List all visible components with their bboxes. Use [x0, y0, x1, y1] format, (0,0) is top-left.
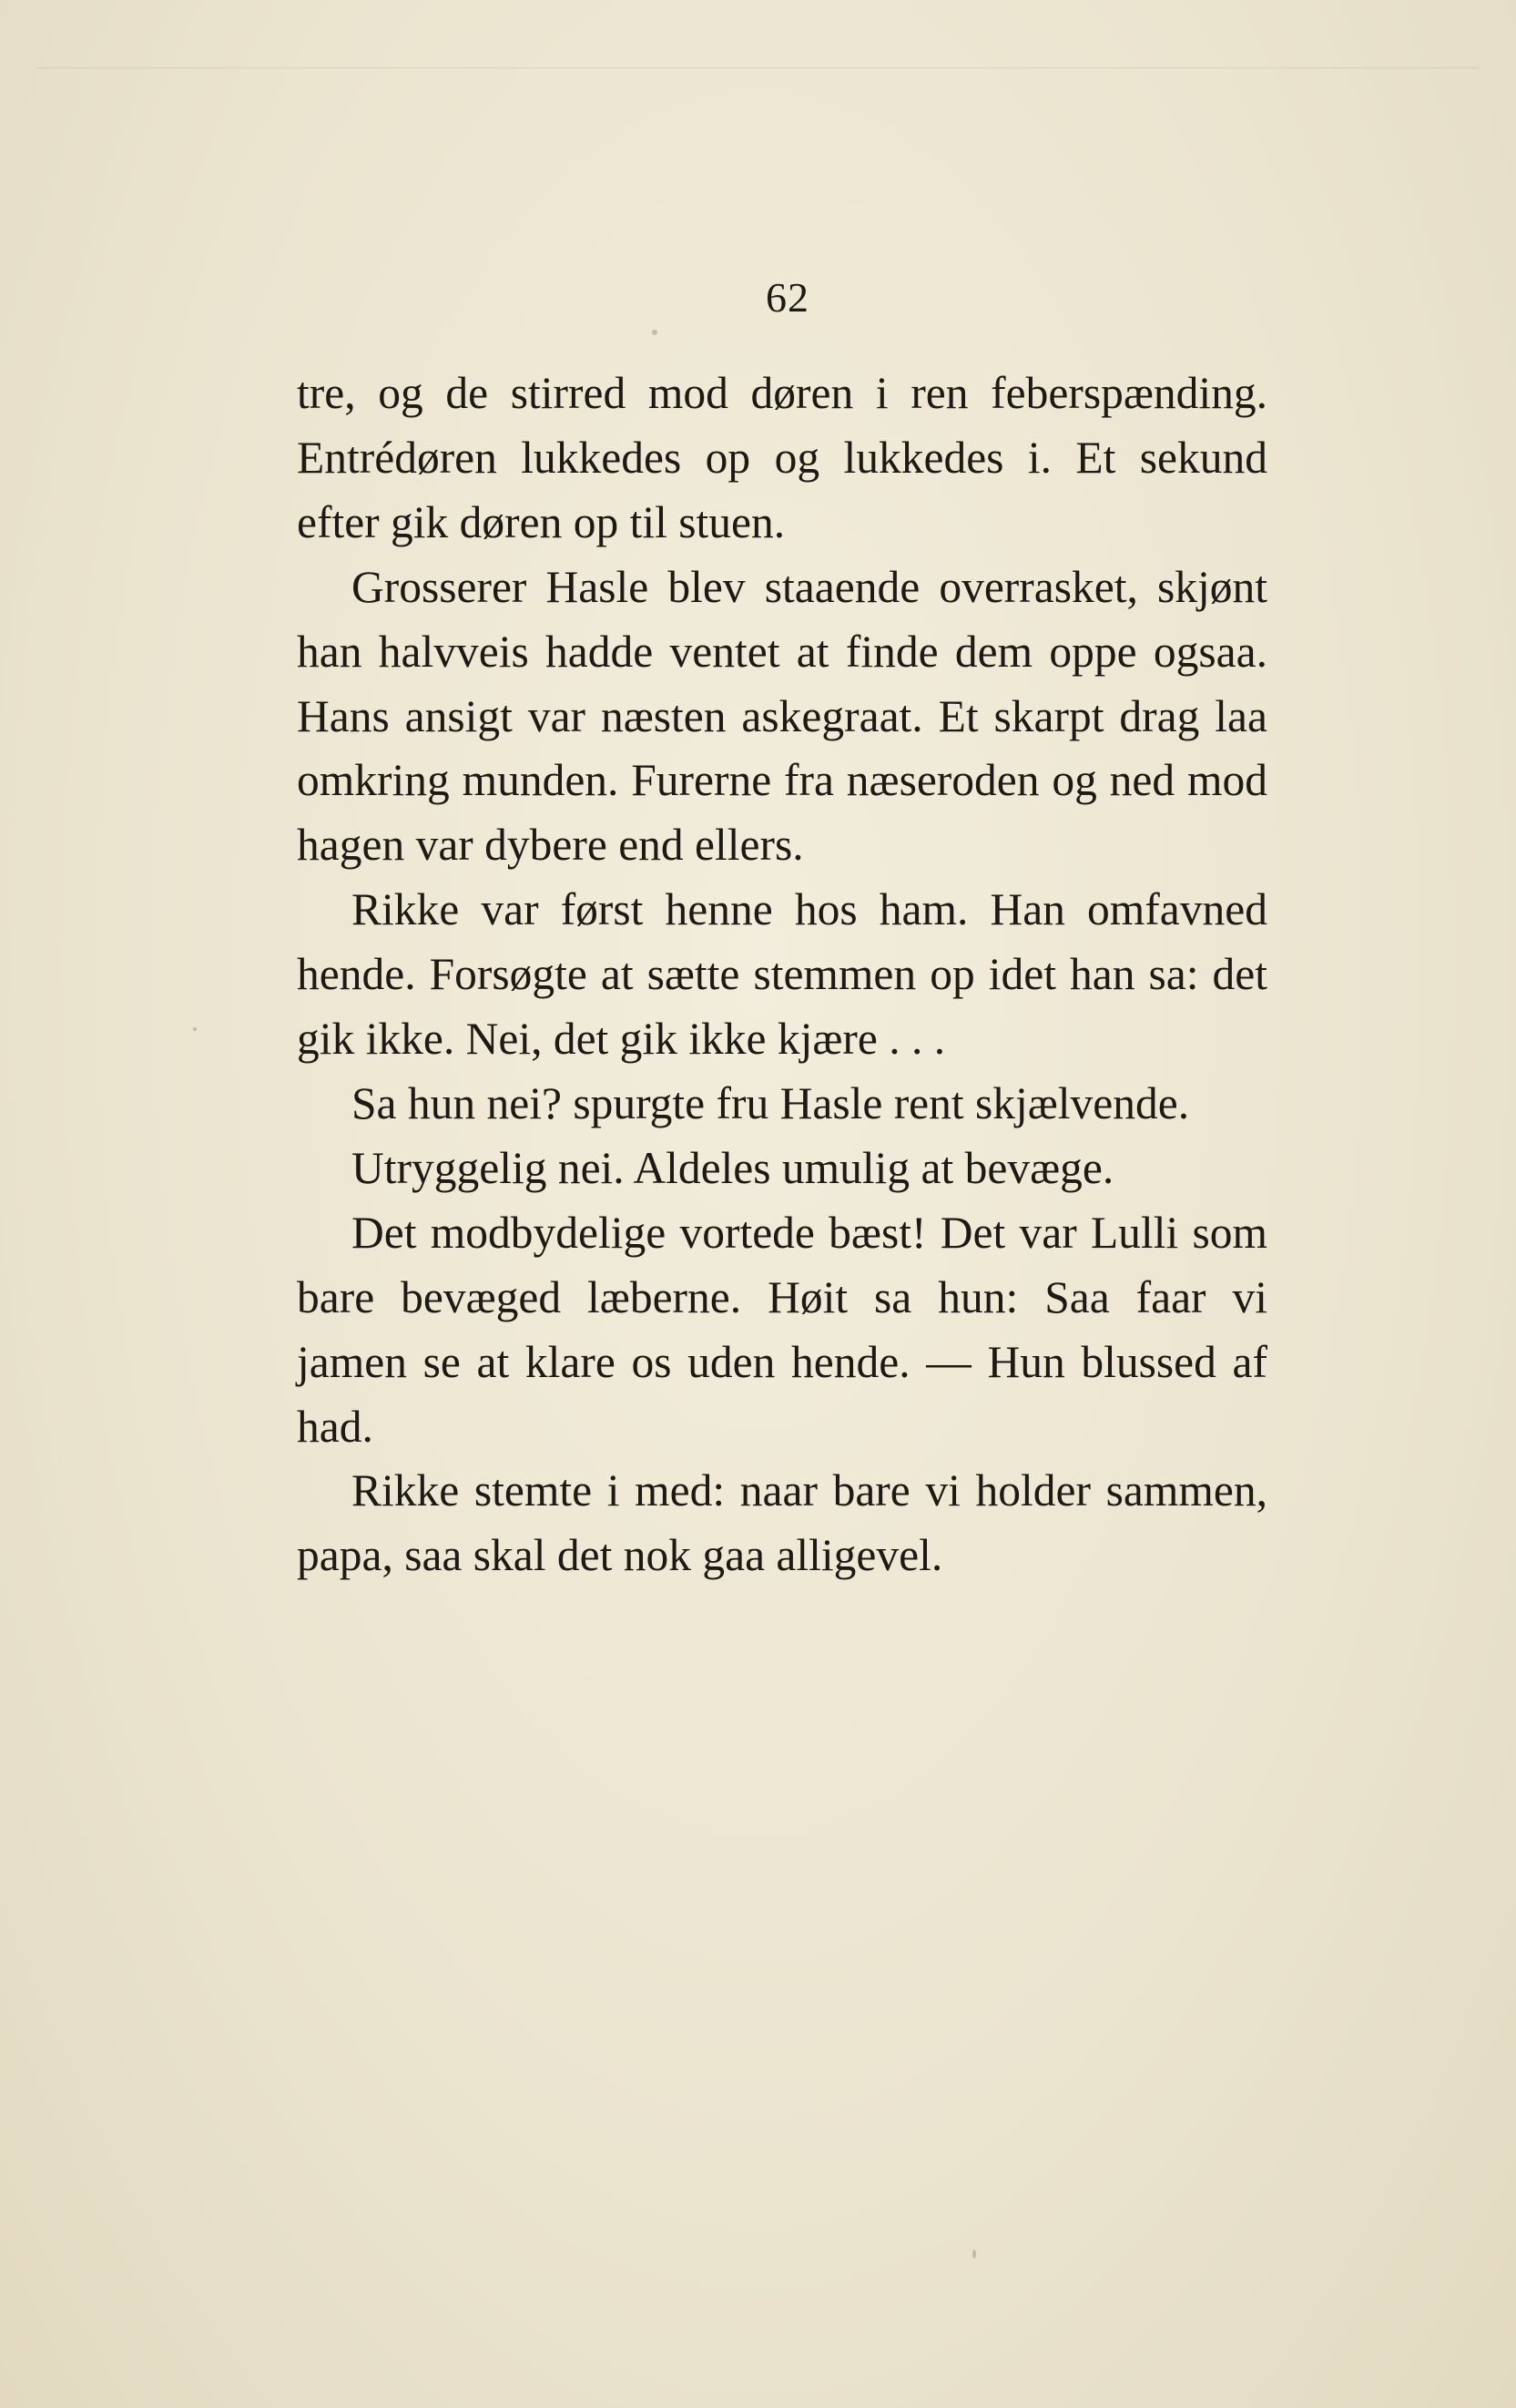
paragraph-6: Det modbydelige vortede bæst! Det var Lulli som bare bevæged læberne. Høit sa hun: Saa faar vi jamen se at klare os uden hende. — Hun blussed af had. — [297, 1207, 1267, 1452]
paper-speck — [193, 1027, 197, 1031]
paper-speck — [652, 330, 657, 335]
page-edge-shadow — [36, 67, 1480, 68]
paragraph-4: Sa hun nei? spurgte fru Hasle rent skjælvende. — [351, 1077, 1190, 1128]
page-number: 62 — [766, 274, 809, 321]
paragraph-7: Rikke stemte i med: naar bare vi holder sammen, papa, saa skal det nok gaa alligevel. — [297, 1465, 1267, 1581]
paper-speck — [972, 2250, 976, 2259]
paragraph-5: Utryggelig nei. Aldeles umulig at bevæge. — [351, 1142, 1114, 1193]
paragraph-3: Rikke var først henne hos ham. Han omfavned hende. Forsøgte at sætte stemmen op idet han sa: det gik ikke. Nei, det gik ikke kjære . . . — [297, 884, 1267, 1065]
paragraph-1: tre, og de stirred mod døren i ren feberspænding. Entrédøren lukkedes op og lukkedes i. Et sekund efter gik døren op til stuen. — [297, 368, 1267, 547]
body-text — [297, 362, 1267, 1588]
paragraph-2: Grosserer Hasle blev staaende overrasket, skjønt han halvveis hadde ventet at finde dem oppe ogsaa. Hans ansigt var næsten askegraat. Et skarpt drag laa omkring munden. Furerne fra næseroden og ned mod hagen var dybere end ellers. — [297, 561, 1267, 871]
